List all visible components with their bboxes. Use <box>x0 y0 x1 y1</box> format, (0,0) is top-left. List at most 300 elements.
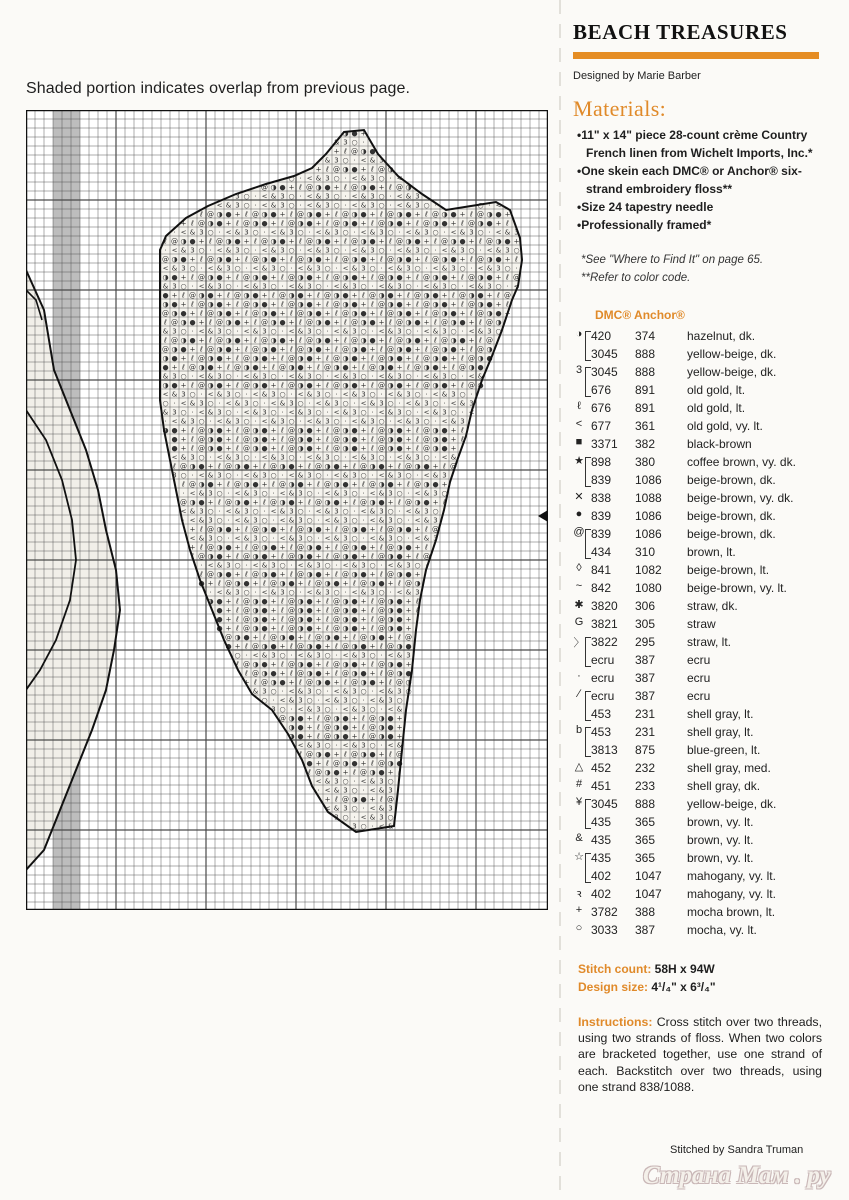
chart-symbol: 3 <box>370 453 375 462</box>
chart-symbol: ◑ <box>477 354 484 363</box>
chart-symbol: ● <box>369 147 376 156</box>
chart-symbol: ◑ <box>207 354 214 363</box>
chart-symbol: 3 <box>388 534 393 543</box>
chart-symbol: ● <box>234 318 241 327</box>
chart-symbol: & <box>477 327 484 336</box>
chart-symbol: ℓ <box>389 318 392 327</box>
chart-symbol: < <box>369 534 376 543</box>
chart-symbol: · <box>371 372 374 381</box>
chart-symbol: ℓ <box>353 633 356 642</box>
chart-symbol: ℓ <box>461 435 464 444</box>
chart-symbol: + <box>369 525 376 534</box>
chart-symbol: ○ <box>243 192 250 201</box>
chart-symbol: ℓ <box>425 525 428 534</box>
chart-symbol: ◑ <box>351 255 358 264</box>
chart-symbol: ● <box>180 345 187 354</box>
chart-symbol: · <box>263 399 266 408</box>
chart-symbol: ● <box>396 660 403 669</box>
chart-symbol: @ <box>387 525 394 534</box>
chart-symbol: ◑ <box>297 624 304 633</box>
chart-symbol: ○ <box>414 390 421 399</box>
chart-symbol: 3 <box>289 228 294 237</box>
chart-symbol: + <box>360 300 367 309</box>
chart-symbol: + <box>450 300 457 309</box>
chart-symbol: + <box>414 543 421 552</box>
chart-symbol: @ <box>198 552 205 561</box>
dmc-number: 677 <box>591 419 612 433</box>
chart-symbol: & <box>207 471 214 480</box>
chart-symbol: ○ <box>513 246 520 255</box>
chart-symbol: + <box>360 219 367 228</box>
chart-symbol: 3 <box>460 246 465 255</box>
color-name: blue-green, lt. <box>687 743 761 757</box>
chart-symbol: ● <box>351 759 358 768</box>
chart-symbol: + <box>423 237 430 246</box>
chart-symbol: < <box>261 246 268 255</box>
chart-symbol: ○ <box>351 138 358 147</box>
chart-symbol: @ <box>342 345 349 354</box>
chart-symbol: ℓ <box>425 255 428 264</box>
chart-symbol: @ <box>423 381 430 390</box>
chart-symbol: + <box>378 183 385 192</box>
chart-symbol: ◑ <box>486 210 493 219</box>
chart-symbol: < <box>198 408 205 417</box>
chart-symbol: ℓ <box>272 291 275 300</box>
chart-symbol: 3 <box>325 246 330 255</box>
chart-symbol: ℓ <box>398 462 401 471</box>
chart-symbol: @ <box>162 345 169 354</box>
key-symbol: ● <box>575 508 583 520</box>
chart-symbol: ● <box>450 210 457 219</box>
chart-symbol: @ <box>351 183 358 192</box>
chart-symbol: ◑ <box>171 345 178 354</box>
chart-symbol: ○ <box>198 417 205 426</box>
chart-symbol: + <box>207 498 214 507</box>
chart-symbol: ● <box>342 291 349 300</box>
chart-symbol: @ <box>225 462 232 471</box>
chart-symbol: @ <box>315 633 322 642</box>
chart-symbol: ● <box>225 309 232 318</box>
chart-symbol: ○ <box>324 705 331 714</box>
chart-symbol: & <box>324 399 331 408</box>
chart-symbol: · <box>209 588 212 597</box>
chart-symbol: ○ <box>360 822 367 831</box>
chart-symbol: < <box>288 372 295 381</box>
chart-symbol: @ <box>387 570 394 579</box>
chart-symbol: & <box>351 561 358 570</box>
chart-symbol: ◑ <box>396 210 403 219</box>
chart-symbol: ○ <box>216 489 223 498</box>
chart-symbol: ● <box>216 435 223 444</box>
chart-symbol: ℓ <box>290 642 293 651</box>
chart-symbol: 3 <box>262 327 267 336</box>
chart-symbol: ℓ <box>416 606 419 615</box>
chart-symbol: · <box>371 822 374 831</box>
chart-symbol: ● <box>441 300 448 309</box>
chart-symbol: < <box>306 201 313 210</box>
chart-symbol: + <box>189 309 196 318</box>
chart-symbol: + <box>504 309 511 318</box>
chart-symbol: ● <box>288 633 295 642</box>
chart-symbol: · <box>416 471 419 480</box>
chart-symbol: @ <box>360 498 367 507</box>
chart-symbol: @ <box>342 570 349 579</box>
chart-symbol: 3 <box>334 507 339 516</box>
color-key-row <box>573 543 823 561</box>
chart-symbol: ● <box>414 336 421 345</box>
chart-symbol: ● <box>396 552 403 561</box>
chart-symbol: ◑ <box>369 633 376 642</box>
chart-symbol: ○ <box>261 489 268 498</box>
color-name: yellow-beige, dk. <box>687 347 777 361</box>
chart-symbol: ◑ <box>216 255 223 264</box>
chart-symbol: @ <box>387 345 394 354</box>
chart-symbol: ℓ <box>290 210 293 219</box>
chart-symbol: + <box>324 669 331 678</box>
chart-symbol: < <box>414 534 421 543</box>
chart-symbol: ℓ <box>245 345 248 354</box>
chart-symbol: · <box>272 534 275 543</box>
chart-symbol: ◑ <box>342 129 349 138</box>
color-key-table <box>573 327 823 939</box>
chart-symbol: ○ <box>423 246 430 255</box>
chart-symbol: ℓ <box>227 291 230 300</box>
chart-symbol: · <box>425 390 428 399</box>
chart-symbol: @ <box>207 345 214 354</box>
chart-symbol: ℓ <box>371 606 374 615</box>
chart-symbol: ℓ <box>380 669 383 678</box>
chart-symbol: & <box>405 453 412 462</box>
chart-symbol: < <box>333 327 340 336</box>
chart-symbol: ○ <box>378 417 385 426</box>
chart-symbol: + <box>315 660 322 669</box>
chart-symbol: ℓ <box>182 363 185 372</box>
chart-symbol: + <box>369 210 376 219</box>
chart-symbol: @ <box>423 435 430 444</box>
chart-symbol: ℓ <box>200 570 203 579</box>
chart-symbol: < <box>306 246 313 255</box>
chart-symbol: + <box>180 444 187 453</box>
chart-symbol: < <box>216 453 223 462</box>
chart-symbol: ● <box>261 552 268 561</box>
chart-symbol: ℓ <box>326 597 329 606</box>
chart-symbol: ● <box>351 615 358 624</box>
chart-symbol: + <box>315 552 322 561</box>
chart-symbol: · <box>443 228 446 237</box>
key-symbol: b <box>575 724 583 736</box>
chart-symbol: @ <box>198 300 205 309</box>
chart-symbol: + <box>333 678 340 687</box>
chart-symbol: ℓ <box>470 210 473 219</box>
chart-symbol: · <box>191 282 194 291</box>
chart-symbol: @ <box>477 309 484 318</box>
chart-symbol: @ <box>378 624 385 633</box>
chart-symbol: 3 <box>496 264 501 273</box>
chart-symbol: ◑ <box>369 579 376 588</box>
chart-symbol: ○ <box>297 228 304 237</box>
chart-symbol: ● <box>315 210 322 219</box>
chart-symbol: & <box>387 282 394 291</box>
color-name: coffee brown, vy. dk. <box>687 455 796 469</box>
chart-symbol: + <box>315 606 322 615</box>
chart-symbol: & <box>486 264 493 273</box>
chart-symbol: @ <box>414 363 421 372</box>
chart-symbol: ● <box>261 615 268 624</box>
chart-symbol: · <box>236 327 239 336</box>
chart-symbol: ○ <box>198 246 205 255</box>
chart-symbol: ● <box>198 498 205 507</box>
chart-symbol: < <box>360 228 367 237</box>
chart-symbol: + <box>450 444 457 453</box>
chart-symbol: ◑ <box>342 426 349 435</box>
chart-symbol: ○ <box>477 201 484 210</box>
chart-symbol: ○ <box>225 282 232 291</box>
key-symbol: ◊ <box>576 562 582 574</box>
chart-symbol: @ <box>297 642 304 651</box>
chart-symbol: @ <box>477 210 484 219</box>
chart-symbol: ℓ <box>236 273 239 282</box>
chart-symbol: ℓ <box>335 570 338 579</box>
chart-symbol: ℓ <box>461 381 464 390</box>
chart-symbol: < <box>252 390 259 399</box>
site-watermark: Страна Мам . ру <box>643 1162 831 1189</box>
anchor-number: 231 <box>635 707 656 721</box>
chart-symbol: ○ <box>252 507 259 516</box>
chart-symbol: + <box>288 678 295 687</box>
chart-symbol: ℓ <box>245 669 248 678</box>
dmc-number: 838 <box>591 491 612 505</box>
chart-symbol: ◑ <box>423 480 430 489</box>
chart-symbol: ○ <box>306 489 313 498</box>
chart-symbol: @ <box>459 291 466 300</box>
chart-symbol: & <box>180 417 187 426</box>
chart-symbol: ◑ <box>234 633 241 642</box>
chart-symbol: 3 <box>208 489 213 498</box>
chart-symbol: ● <box>270 345 277 354</box>
chart-symbol: ℓ <box>200 210 203 219</box>
chart-symbol: · <box>191 372 194 381</box>
chart-symbol: ℓ <box>317 363 320 372</box>
chart-symbol: ◑ <box>333 291 340 300</box>
stitch-count <box>578 962 715 976</box>
chart-symbol: @ <box>252 210 259 219</box>
chart-symbol: + <box>225 435 232 444</box>
chart-symbol: · <box>380 264 383 273</box>
chart-symbol: ◑ <box>387 624 394 633</box>
chart-symbol: + <box>270 552 277 561</box>
chart-symbol: + <box>180 219 187 228</box>
chart-symbol: & <box>189 507 196 516</box>
chart-symbol: + <box>225 552 232 561</box>
chart-symbol: + <box>414 309 421 318</box>
chart-symbol: ○ <box>423 201 430 210</box>
key-symbol: ○ <box>575 922 583 934</box>
color-name: beige-brown, dk. <box>687 473 776 487</box>
chart-symbol: @ <box>396 750 403 759</box>
chart-symbol: ● <box>441 273 448 282</box>
chart-symbol: ◑ <box>468 363 475 372</box>
chart-symbol: & <box>216 390 223 399</box>
chart-symbol: @ <box>225 498 232 507</box>
chart-symbol: ◑ <box>450 336 457 345</box>
chart-symbol: ○ <box>396 489 403 498</box>
chart-symbol: ℓ <box>191 444 194 453</box>
chart-symbol: < <box>369 489 376 498</box>
chart-symbol: ○ <box>315 687 322 696</box>
chart-symbol: 3 <box>307 327 312 336</box>
chart-symbol: · <box>335 561 338 570</box>
chart-symbol: & <box>459 228 466 237</box>
chart-symbol: + <box>234 543 241 552</box>
chart-symbol: @ <box>243 354 250 363</box>
chart-symbol: ○ <box>504 264 511 273</box>
chart-symbol: @ <box>243 219 250 228</box>
chart-symbol: @ <box>378 759 385 768</box>
chart-symbol: ℓ <box>344 237 347 246</box>
materials-item: •11" x 14" piece 28-count crème Country French linen from Wichelt Imports, Inc.* <box>577 128 813 160</box>
chart-symbol: ● <box>351 606 358 615</box>
chart-symbol: + <box>324 642 331 651</box>
chart-symbol: ℓ <box>326 444 329 453</box>
chart-symbol: ℓ <box>191 426 194 435</box>
chart-symbol: < <box>297 741 304 750</box>
chart-symbol: @ <box>378 615 385 624</box>
chart-symbol: & <box>207 408 214 417</box>
chart-symbol: + <box>405 354 412 363</box>
chart-symbol: + <box>342 579 349 588</box>
chart-symbol: · <box>443 399 446 408</box>
chart-symbol: 3 <box>172 408 177 417</box>
chart-symbol: + <box>297 633 304 642</box>
chart-symbol: · <box>299 174 302 183</box>
chart-symbol: + <box>225 354 232 363</box>
chart-symbol: < <box>297 705 304 714</box>
dmc-number: 453 <box>591 707 612 721</box>
chart-symbol: ○ <box>351 696 358 705</box>
chart-symbol: < <box>405 399 412 408</box>
color-key-row <box>573 615 823 633</box>
chart-symbol: & <box>504 228 511 237</box>
chart-symbol: @ <box>333 165 340 174</box>
chart-symbol: + <box>360 615 367 624</box>
chart-symbol: 3 <box>271 705 276 714</box>
materials-note: *See "Where to Find It" on page 65. <box>581 254 764 266</box>
chart-symbol: · <box>245 390 248 399</box>
chart-symbol: + <box>270 354 277 363</box>
chart-symbol: @ <box>207 210 214 219</box>
chart-symbol: ○ <box>432 399 439 408</box>
chart-symbol: ◑ <box>360 147 367 156</box>
chart-symbol: < <box>225 507 232 516</box>
color-key-row <box>573 651 823 669</box>
chart-symbol: ℓ <box>515 255 518 264</box>
chart-symbol: ◑ <box>477 381 484 390</box>
chart-symbol: @ <box>288 273 295 282</box>
chart-symbol: 3 <box>343 534 348 543</box>
chart-symbol: + <box>243 318 250 327</box>
chart-symbol: @ <box>243 444 250 453</box>
color-key-row <box>573 867 823 885</box>
chart-symbol: ● <box>180 255 187 264</box>
chart-symbol: @ <box>450 462 457 471</box>
chart-symbol: ● <box>360 642 367 651</box>
chart-symbol: · <box>308 399 311 408</box>
chart-symbol: & <box>441 264 448 273</box>
chart-symbol: ◑ <box>387 759 394 768</box>
chart-symbol: @ <box>432 309 439 318</box>
chart-symbol: @ <box>423 300 430 309</box>
chart-symbol: ● <box>423 498 430 507</box>
chart-symbol: @ <box>324 480 331 489</box>
chart-symbol: ○ <box>477 228 484 237</box>
chart-symbol: ◑ <box>261 345 268 354</box>
color-name: brown, vy. lt. <box>687 815 754 829</box>
chart-symbol: & <box>261 264 268 273</box>
key-symbol: 〉 <box>573 637 585 649</box>
chart-symbol: 3 <box>343 516 348 525</box>
chart-symbol: · <box>218 399 221 408</box>
chart-symbol: ◑ <box>369 462 376 471</box>
chart-symbol: ◑ <box>261 210 268 219</box>
chart-symbol: & <box>342 372 349 381</box>
chart-symbol: & <box>279 399 286 408</box>
color-key-row <box>573 399 823 417</box>
chart-symbol: + <box>225 597 232 606</box>
chart-symbol: · <box>371 408 374 417</box>
materials-list <box>577 126 821 234</box>
chart-symbol: 3 <box>253 489 258 498</box>
chart-symbol: ● <box>225 642 232 651</box>
chart-symbol: @ <box>234 291 241 300</box>
chart-symbol: @ <box>360 768 367 777</box>
chart-symbol: ○ <box>378 201 385 210</box>
dmc-number: 453 <box>591 725 612 739</box>
chart-symbol: + <box>504 255 511 264</box>
chart-symbol: + <box>171 363 178 372</box>
chart-symbol: < <box>252 264 259 273</box>
chart-symbol: 3 <box>280 201 285 210</box>
chart-symbol: ℓ <box>389 183 392 192</box>
chart-symbol: ℓ <box>326 273 329 282</box>
chart-symbol: + <box>279 642 286 651</box>
chart-symbol: < <box>324 534 331 543</box>
chart-symbol: + <box>189 525 196 534</box>
chart-symbol: < <box>315 507 322 516</box>
chart-symbol: ◑ <box>342 444 349 453</box>
chart-symbol: < <box>261 192 268 201</box>
chart-symbol: ● <box>252 291 259 300</box>
chart-symbol: @ <box>288 615 295 624</box>
chart-symbol: < <box>216 588 223 597</box>
chart-symbol: ○ <box>189 264 196 273</box>
chart-symbol: & <box>387 822 394 831</box>
chart-symbol: < <box>423 408 430 417</box>
chart-symbol: ℓ <box>398 768 401 777</box>
chart-symbol: ◑ <box>342 597 349 606</box>
chart-symbol: & <box>378 786 385 795</box>
chart-symbol: ● <box>405 525 412 534</box>
anchor-number: 888 <box>635 365 656 379</box>
chart-symbol: ℓ <box>344 750 347 759</box>
chart-symbol: + <box>234 345 241 354</box>
chart-symbol: ● <box>360 570 367 579</box>
chart-symbol: @ <box>333 273 340 282</box>
color-key-row <box>573 903 823 921</box>
chart-symbol: 3 <box>262 372 267 381</box>
chart-symbol: ● <box>450 345 457 354</box>
chart-symbol: + <box>459 255 466 264</box>
chart-symbol: + <box>405 273 412 282</box>
